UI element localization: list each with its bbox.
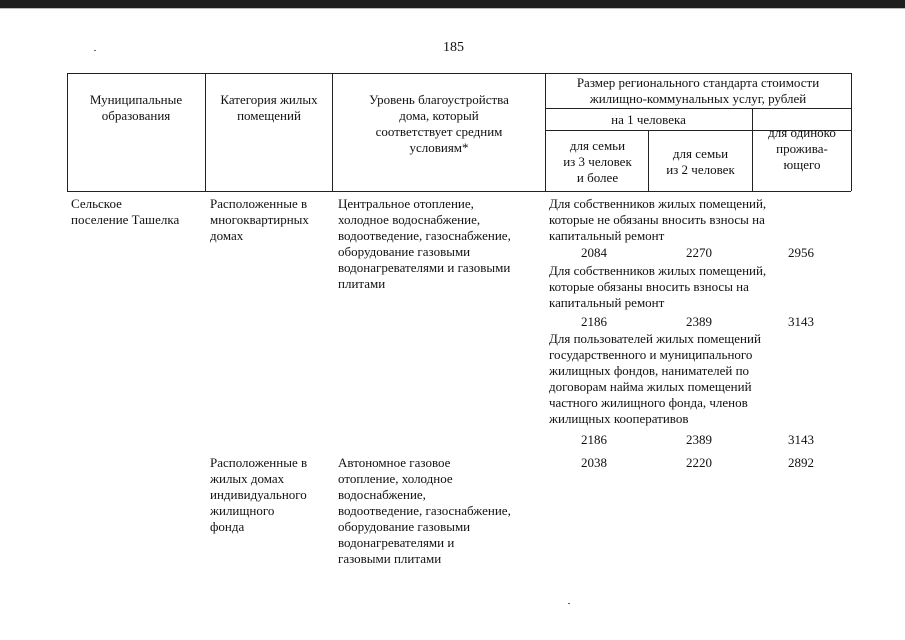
header-municipality: Муниципальные образования bbox=[89, 92, 183, 123]
value-family-3plus: 2038 bbox=[581, 455, 607, 470]
col-border-5 bbox=[648, 130, 649, 191]
value-single: 2892 bbox=[788, 455, 814, 470]
cell-category-individual-houses: Расположенные в жилых домах индивидуального жилищного фонда bbox=[210, 455, 308, 534]
page-number: 185 bbox=[443, 40, 464, 55]
block-owners-repair-fee: Для собственников жилых помещений, которые обязаны вносить взносы на капитальный ремонт bbox=[549, 263, 767, 310]
scan-top-border-edge bbox=[0, 8, 905, 9]
col-border-6 bbox=[752, 108, 753, 191]
col-border-4 bbox=[545, 73, 546, 191]
header-per-person: на 1 человека bbox=[611, 112, 686, 127]
header-level: Уровень благоустройства дома, который соответствует средним условиям* bbox=[369, 92, 509, 155]
header-standard-size: Размер регионального стандарта стоимости жилищно-коммунальных услуг, рублей bbox=[576, 75, 820, 106]
table-top-border bbox=[67, 73, 851, 74]
cell-level-central: Центральное отопление, холодное водоснабжение, водоотведение, газоснабжение, оборудование газовыми водонагревателями и газовыми плитами bbox=[338, 196, 511, 291]
block-tenants-users: Для пользователей жилых помещений государственного и муниципального жилищных фондов, нанимателей по договорам найма жилых помещений частного жилищного фонда, членов жилищных кооперативов bbox=[549, 331, 761, 426]
value-family-2: 2270 bbox=[686, 245, 712, 260]
value-family-3plus: 2084 bbox=[581, 245, 607, 260]
cell-level-autonomous: Автономное газовое отопление, холодное водоснабжение, водоотведение, газоснабжение, оборудование газовыми водонагревателями и газовыми плитами bbox=[338, 455, 511, 566]
col-border-right bbox=[851, 73, 852, 191]
scan-speck bbox=[568, 603, 570, 604]
header-category: Категория жилых помещений bbox=[220, 92, 318, 123]
cell-category-apartment: Расположенные в многоквартирных домах bbox=[210, 196, 309, 243]
col-border-3 bbox=[332, 73, 333, 191]
value-family-2: 2389 bbox=[686, 432, 712, 447]
header-family-2: для семьи из 2 человек bbox=[666, 146, 735, 177]
col-border-2 bbox=[205, 73, 206, 191]
header-single: для одиноко прожива- ющего bbox=[768, 125, 836, 172]
group-header-divider bbox=[545, 108, 851, 109]
value-family-3plus: 2186 bbox=[581, 314, 607, 329]
cell-municipality: Сельское поселение Ташелка bbox=[71, 196, 180, 227]
value-family-2: 2389 bbox=[686, 314, 712, 329]
value-family-3plus: 2186 bbox=[581, 432, 607, 447]
value-family-2: 2220 bbox=[686, 455, 712, 470]
header-bottom-border bbox=[67, 191, 851, 192]
block-owners-no-repair-fee: Для собственников жилых помещений, которые не обязаны вносить взносы на капитальный ремонт bbox=[549, 196, 767, 243]
header-family-3plus: для семьи из 3 человек и более bbox=[563, 138, 632, 185]
value-single: 3143 bbox=[788, 432, 814, 447]
scan-speck bbox=[94, 50, 96, 51]
value-single: 2956 bbox=[788, 245, 814, 260]
value-single: 3143 bbox=[788, 314, 814, 329]
col-border-left bbox=[67, 73, 68, 191]
scan-top-border bbox=[0, 0, 905, 8]
